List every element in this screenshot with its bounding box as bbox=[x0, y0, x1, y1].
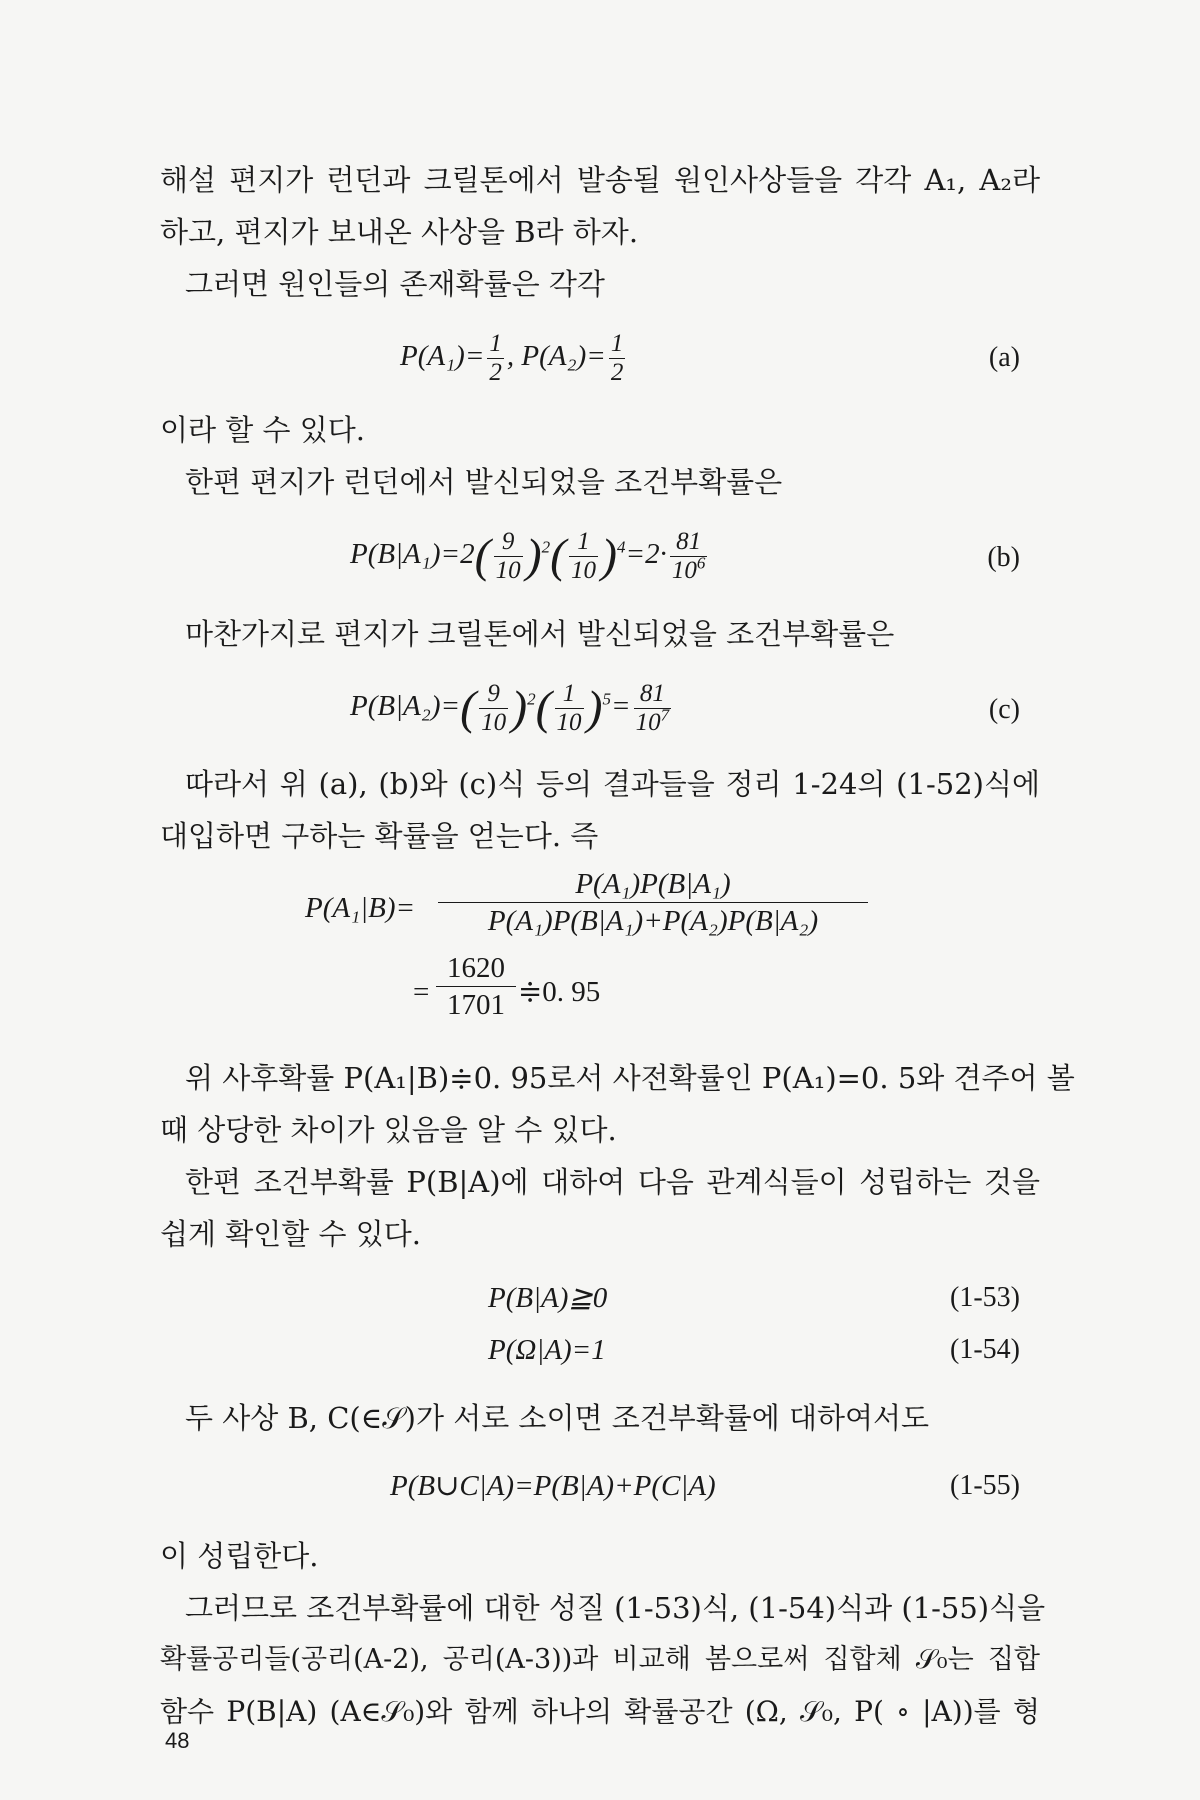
text-line: 이 성립한다. bbox=[160, 1539, 319, 1573]
denominator: 10 bbox=[481, 709, 507, 736]
paren: ) bbox=[586, 681, 603, 735]
denominator: 1701 bbox=[447, 989, 505, 1021]
equation-label-1-55: (1-55) bbox=[950, 1470, 1020, 1501]
equation-a-lhs2: P(A₂)= bbox=[521, 340, 606, 373]
fraction bbox=[479, 680, 508, 737]
exponent: 7 bbox=[660, 705, 670, 725]
text-line: 쉽게 확인할 수 있다. bbox=[160, 1217, 421, 1251]
denominator: 2 bbox=[610, 359, 624, 386]
text-line: 대입하면 구하는 확률을 얻는다. 즉 bbox=[160, 819, 599, 853]
text-line: 때 상당한 차이가 있음을 알 수 있다. bbox=[160, 1113, 617, 1147]
equation-c bbox=[350, 680, 674, 737]
denominator: 10 bbox=[556, 709, 582, 736]
equation-1-53: P(B|A)≧0 bbox=[488, 1282, 608, 1314]
bayes-numerator: P(A₁)P(B|A₁) bbox=[438, 866, 868, 903]
fraction bbox=[494, 528, 523, 585]
equation-label-1-54: (1-54) bbox=[950, 1334, 1020, 1365]
bayes-lhs: P(A₁|B)= bbox=[305, 892, 416, 924]
paren: ( bbox=[550, 529, 567, 583]
paren: ) bbox=[601, 529, 618, 583]
fraction bbox=[634, 680, 672, 737]
exponent: 2 bbox=[527, 689, 536, 709]
text-line: 한편 조건부확률 P(B|A)에 대하여 다음 관계식들이 성립하는 것을 bbox=[185, 1165, 1040, 1199]
numerator: 81 bbox=[670, 528, 708, 557]
equation-c-lhs: P(B|A₂)= bbox=[350, 690, 461, 723]
exponent: 4 bbox=[617, 537, 626, 557]
equation-b-mid: =2· bbox=[625, 538, 667, 571]
equation-label-a: (a) bbox=[988, 342, 1020, 373]
text-line: 한편 편지가 런던에서 발신되었을 조건부확률은 bbox=[185, 465, 783, 499]
denominator: 2 bbox=[489, 359, 502, 386]
text-line: 따라서 위 (a), (b)와 (c)식 등의 결과들을 정리 1-24의 (1-52)식에 bbox=[185, 767, 1040, 801]
text-line: 확률공리들(공리(A-2), 공리(A-3))과 비교해 봄으로써 집합체 𝒮₀는 집합 bbox=[160, 1644, 1040, 1675]
equation-c-mid: = bbox=[611, 690, 631, 723]
equation-b bbox=[350, 528, 710, 585]
fraction bbox=[670, 528, 708, 585]
bayes-equals: = bbox=[413, 976, 430, 1008]
numerator: 9 bbox=[479, 680, 508, 709]
text-line: 그러면 원인들의 존재확률은 각각 bbox=[185, 267, 605, 301]
numerator: 1 bbox=[610, 330, 624, 357]
den-base: 10 bbox=[671, 557, 697, 584]
equation-label-1-53: (1-53) bbox=[950, 1282, 1020, 1313]
numerator: 9 bbox=[494, 528, 523, 557]
fraction bbox=[569, 528, 598, 585]
numerator: 1620 bbox=[436, 950, 516, 987]
equation-a-lhs1: P(A₁)= bbox=[400, 340, 485, 373]
text-line: 두 사상 B, C(∈𝒮)가 서로 소이면 조건부확률에 대하여서도 bbox=[185, 1401, 930, 1435]
paren: ( bbox=[460, 681, 477, 735]
bayes-fraction bbox=[438, 866, 868, 939]
text-line: 해설 편지가 런던과 크릴톤에서 발송될 원인사상들을 각각 A₁, A₂라 bbox=[160, 163, 1040, 197]
fraction bbox=[609, 330, 626, 387]
bayes-denominator: P(A₁)P(B|A₁)+P(A₂)P(B|A₂) bbox=[487, 905, 819, 937]
denominator: 10 bbox=[571, 557, 597, 584]
fraction bbox=[555, 680, 584, 737]
numerator: 1 bbox=[555, 680, 584, 709]
text-line: 이라 할 수 있다. bbox=[160, 413, 365, 447]
text-line: 마찬가지로 편지가 크릴톤에서 발신되었을 조건부확률은 bbox=[185, 617, 895, 651]
equation-a bbox=[400, 330, 628, 387]
numerator: 1 bbox=[489, 330, 502, 357]
text-line: 그러므로 조건부확률에 대한 성질 (1-53)식, (1-54)식과 (1-55)식을 bbox=[185, 1591, 1046, 1625]
denominator bbox=[670, 553, 708, 585]
equation-1-55: P(B∪C|A)=P(B|A)+P(C|A) bbox=[390, 1470, 716, 1502]
equation-b-lhs: P(B|A₁)=2 bbox=[350, 538, 475, 571]
text-line: 위 사후확률 P(A₁|B)≑0. 95로서 사전확률인 P(A₁)=0. 5와 견주어 볼 bbox=[185, 1061, 1075, 1095]
separator: , bbox=[506, 340, 522, 373]
den-base: 10 bbox=[635, 709, 661, 736]
equation-label-b: (b) bbox=[987, 542, 1020, 573]
exponent: 5 bbox=[602, 689, 612, 709]
paren: ) bbox=[511, 681, 528, 735]
denominator bbox=[634, 705, 672, 737]
denominator: 10 bbox=[495, 557, 521, 584]
bayes-result-fraction bbox=[436, 950, 516, 1023]
paren: ) bbox=[525, 529, 542, 583]
fraction bbox=[487, 330, 504, 387]
equation-label-c: (c) bbox=[988, 694, 1020, 725]
exponent: 6 bbox=[696, 553, 706, 573]
exponent: 2 bbox=[541, 537, 551, 557]
numerator: 1 bbox=[569, 528, 598, 557]
paren: ( bbox=[535, 681, 552, 735]
page-number: 48 bbox=[165, 1728, 190, 1753]
text-line: 함수 P(B|A) (A∈𝒮₀)와 함께 하나의 확률공간 (Ω, 𝒮₀, P( ∘ |A))를 형 bbox=[160, 1695, 1040, 1728]
paren: ( bbox=[474, 529, 491, 583]
equation-1-54: P(Ω|A)=1 bbox=[488, 1334, 606, 1366]
text-line: 하고, 편지가 보내온 사상을 B라 하자. bbox=[160, 215, 639, 249]
numerator: 81 bbox=[634, 680, 672, 709]
bayes-approx: ≑0. 95 bbox=[518, 976, 601, 1008]
